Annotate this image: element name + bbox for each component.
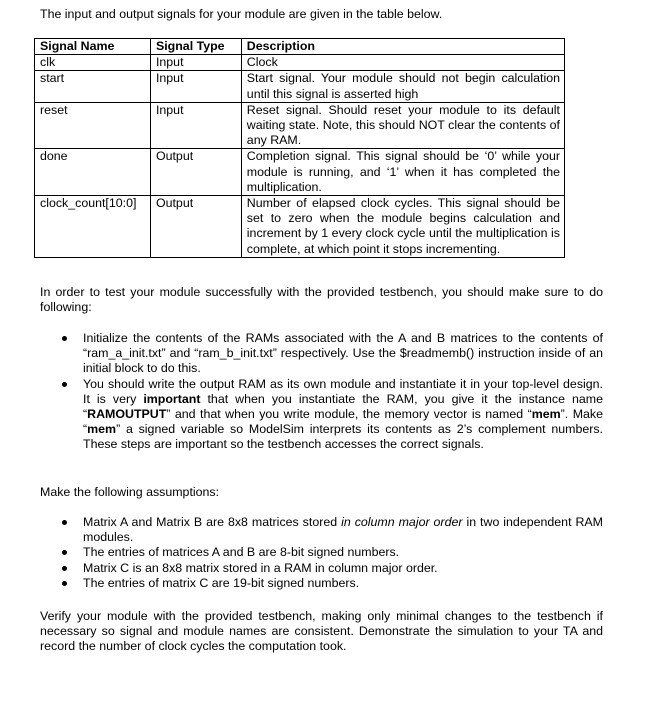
list-item bbox=[62, 576, 603, 591]
signal-type-cell: Input bbox=[150, 102, 241, 149]
list-item-text: ” a signed variable so ModelSim interprets its contents as 2’s complement numbers. These steps are important so the testbench accesses the correct signals. bbox=[83, 422, 603, 452]
table-row bbox=[35, 71, 565, 102]
description-cell: Reset signal. Should reset your module to its default waiting state. Note, this should NOT clear the contents of any RAM. bbox=[241, 102, 564, 149]
header-signal-name: Signal Name bbox=[35, 39, 151, 55]
list-item-text: Matrix C is an 8x8 matrix stored in a RAM in column major order. bbox=[83, 560, 438, 575]
verification-paragraph: Verify your module with the provided testbench, making only minimal changes to the testbench if necessary so signal and module names are consistent. Demonstrate the simulation to your TA and record the number of clock cycles the computation took. bbox=[40, 609, 603, 654]
list-item-text: that when you instantiate the RAM, you give it the instance name “ bbox=[83, 391, 603, 422]
header-signal-type: Signal Type bbox=[150, 39, 241, 55]
assumptions-list bbox=[62, 515, 603, 591]
table-row bbox=[35, 55, 565, 71]
testbench-instructions-paragraph: In order to test your module successfully with the provided testbench, you should make sure to do following: bbox=[40, 285, 603, 315]
list-item bbox=[62, 545, 603, 560]
signal-name-cell: clk bbox=[35, 55, 151, 71]
list-item bbox=[62, 515, 603, 545]
signal-name-cell: clock_count[10:0] bbox=[35, 196, 151, 258]
list-item-text: ”. Make “ bbox=[83, 407, 603, 437]
signal-type-cell: Input bbox=[150, 71, 241, 102]
emphasis-important: important bbox=[143, 391, 201, 406]
table-row bbox=[35, 196, 565, 258]
signal-table bbox=[34, 38, 565, 258]
description-cell: Number of elapsed clock cycles. This signal should be set to zero when the module begins calculation and increment by 1 every clock cycle until the multiplication is complete, at which point it stops incrementing. bbox=[241, 196, 564, 258]
list-item-text: The entries of matrices A and B are 8-bit signed numbers. bbox=[83, 545, 400, 560]
emphasis-instance-name: RAMOUTPUT bbox=[87, 407, 167, 422]
emphasis-mem: mem bbox=[531, 407, 561, 422]
signal-name-cell: reset bbox=[35, 102, 151, 149]
header-description: Description bbox=[241, 39, 564, 55]
signal-type-cell: Output bbox=[150, 149, 241, 196]
description-cell: Completion signal. This signal should be ‘0’ while your module is running, and ‘1’ when it has completed the multiplication. bbox=[241, 149, 564, 196]
list-item-text: in two independent RAM modules. bbox=[83, 515, 604, 545]
emphasis-column-major: in column major order bbox=[341, 515, 463, 529]
assumptions-heading: Make the following assumptions: bbox=[40, 485, 220, 499]
table-row bbox=[35, 102, 565, 149]
testbench-steps-list bbox=[62, 331, 603, 453]
list-item-text: The entries of matrix C are 19-bit signed numbers. bbox=[83, 575, 360, 590]
signal-name-cell: start bbox=[35, 71, 151, 102]
description-cell: Clock bbox=[241, 55, 564, 71]
list-item bbox=[62, 377, 603, 453]
list-item-text: ” and that when you write module, the memory vector is named “ bbox=[166, 407, 532, 422]
list-item-text: You should write the output RAM as its own module and instantiate it in your top-level design. It is very bbox=[83, 376, 603, 406]
emphasis-mem: mem bbox=[87, 422, 117, 437]
signal-type-cell: Output bbox=[150, 196, 241, 258]
list-item bbox=[62, 561, 603, 576]
list-item-text: Initialize the contents of the RAMs associated with the A and B matrices to the contents of “ram_a_init.txt” and “ram_b_init.txt” respectively. Use the $readmemb() instruction inside of an initial block to do this. bbox=[83, 331, 603, 376]
list-item-text: Matrix A and Matrix B are 8x8 matrices stored bbox=[83, 515, 342, 529]
list-item bbox=[62, 331, 603, 377]
table-header-row bbox=[35, 39, 565, 55]
description-cell: Start signal. Your module should not begin calculation until this signal is asserted high bbox=[241, 71, 564, 102]
table-row bbox=[35, 149, 565, 196]
signal-name-cell: done bbox=[35, 149, 151, 196]
signal-type-cell: Input bbox=[150, 55, 241, 71]
intro-sentence: The input and output signals for your module are given in the table below. bbox=[40, 7, 443, 21]
